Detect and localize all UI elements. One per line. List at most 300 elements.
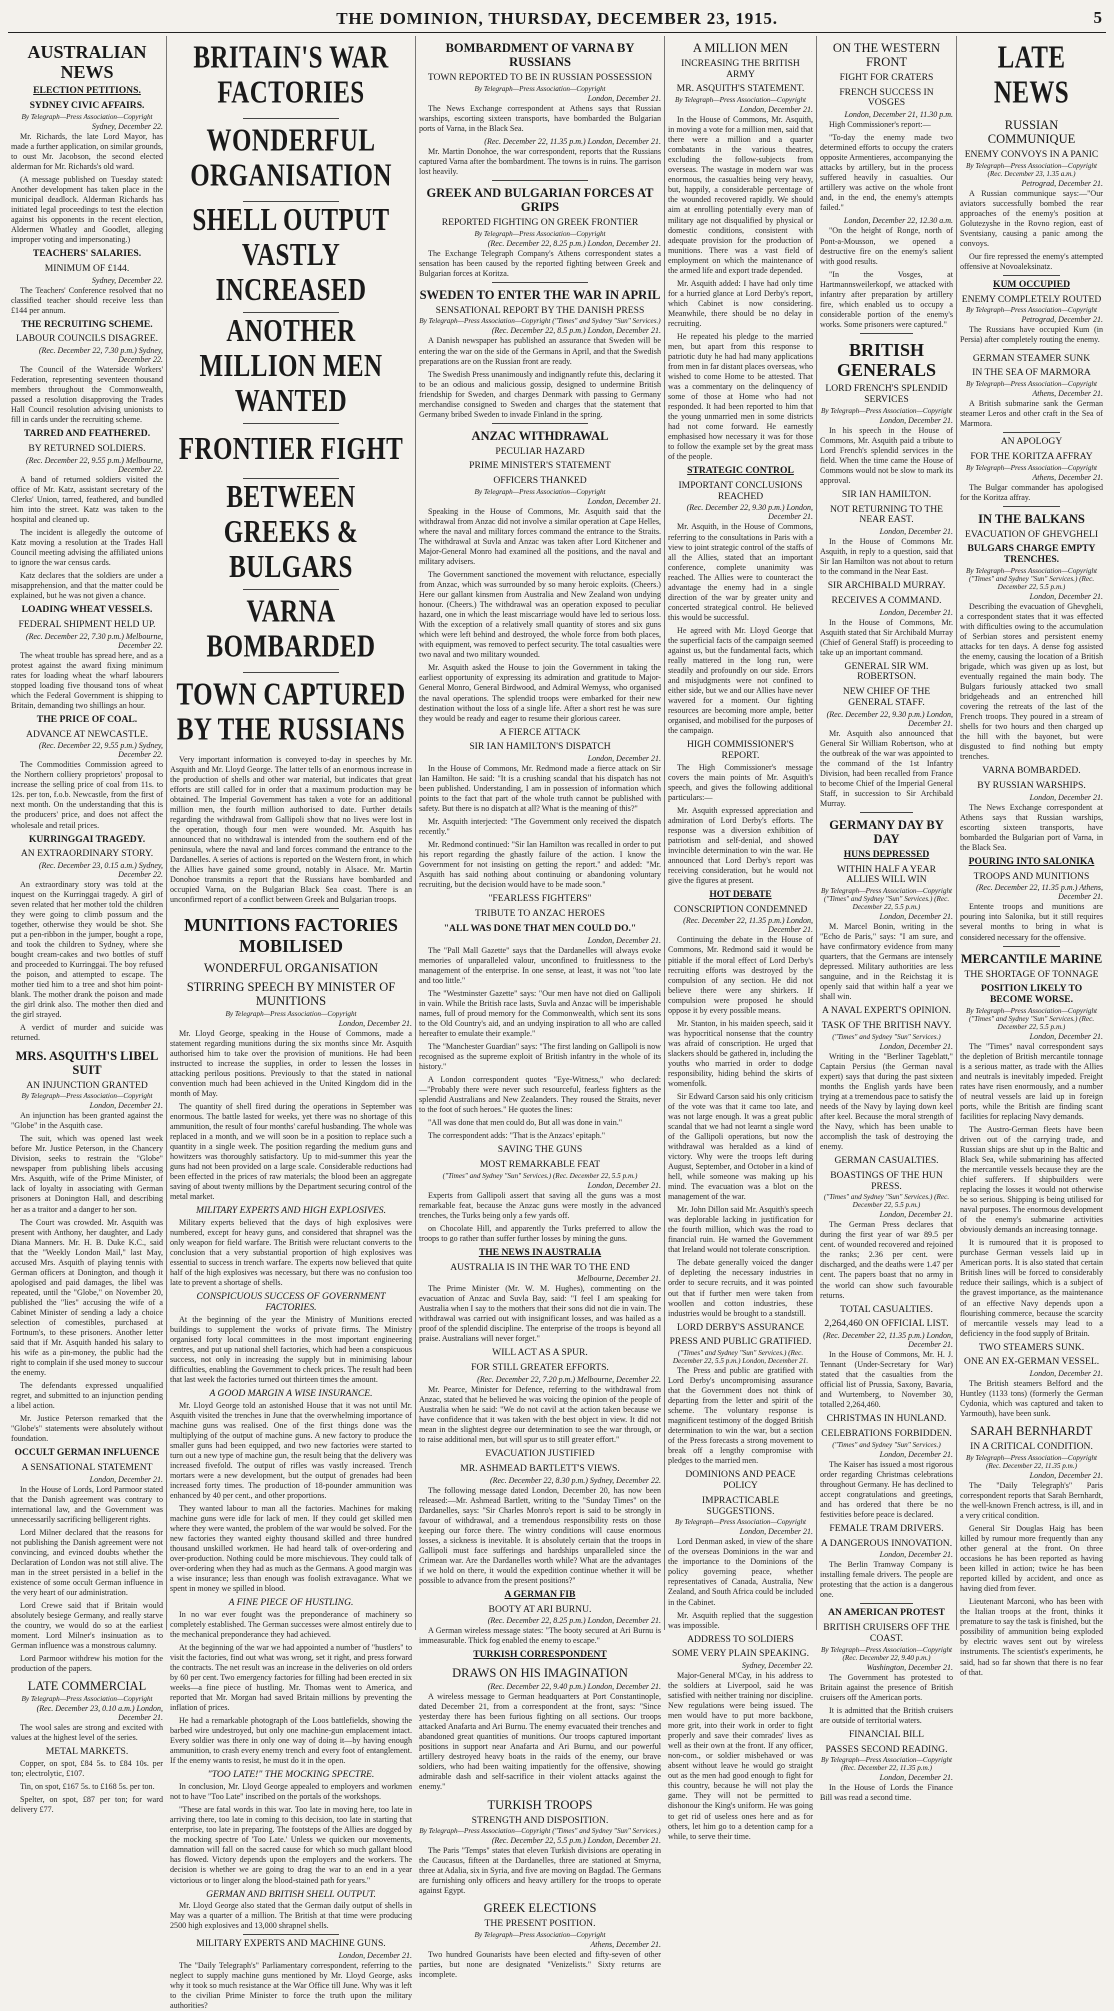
subheadline: TOWN REPORTED TO BE IN RUSSIAN POSSESSION [427,72,653,83]
dateline: London, December 21, 11.30 p.m. [844,110,953,120]
article-paragraph: Tin, on spot, £167 5s. to £168 5s. per ton. [20,1782,155,1792]
subheadline: FOR THE KORITZA AFFRAY [970,450,1093,462]
article-paragraph: Mr. Asquith, in the House of Commons, referring to the consultations in Paris with a view to joint strategic control of the staffs of all the Allies, stated that an important conference, complete unanimity was reached. The Allies were to counteract the advantage the enemy had in a single direction of the war by greater unity and concerted strategical control. He believed this would be successful. [668,522,813,622]
subheadline: KURRINGGAI TRAGEDY. [28,833,146,845]
dateline: Sydney, December 22. [91,121,163,131]
article-paragraph: The Bulgar commander has apologised for the Koritza affray. [960,482,1103,502]
subheadline: A SENSATIONAL STATEMENT [21,1461,153,1473]
article-paragraph: The Government has protested to Britain against the presence of British cruisers off the American ports. [820,1672,953,1702]
subheadline: PASSES SECOND READING. [825,1743,948,1755]
dateline: London, December 21. [879,1210,953,1220]
article-paragraph: The "Manchester Guardian" says: "The first landing on Gallipoli is now recognised as the supreme exploit of British infantry in the whole of its history." [419,1041,661,1071]
subheadline: THE PRICE OF COAL. [36,713,138,725]
subheadline: MRS. ASQUITH'S LIBEL SUIT [15,1048,159,1077]
dateline: Petrograd, December 21. [1021,315,1103,325]
article-paragraph: The British steamers Belford and the Huntley (1133 tons) (formerly the German Cydonia, which was captured and taken to Yarmouth), have been sunk. [960,1379,1103,1419]
subheadline: REPORTED FIGHTING ON GREEK FRONTIER [441,216,639,228]
subheadline: THE RECRUITING SCHEME. [21,318,153,330]
article-paragraph: The Russians have occupied Kum (in Persia) after completely routing the enemy. [960,325,1103,345]
dateline: London, December 21. [587,93,661,103]
subheadline: GERMAN STEAMER SUNK [972,352,1091,364]
subheadline: EVACUATION OF GHEVGHELI [964,528,1099,540]
article-paragraph: The Swedish Press unanimously and indignantly refute this, declaring it to be an odious and malicious gossip, designed to undermine British friendship for Sweden, and charges Denmark with passing to Germany merchandise consigned to Sweden and charges that the statement that Germany bribed Sweden to invade Finland in the spring. [419,369,661,419]
dateline: (Rec. December 22, 9.55 p.m.) Melbourne, December 22. [25,455,163,474]
subheadline: MERCANTILE MARINE [960,951,1103,966]
subheadline: RECEIVES A COMMAND. [831,594,942,606]
subheadline: "ALL WAS DONE THAT MEN COULD DO." [443,922,637,934]
subheadline: NOT RETURNING TO THE NEAR EAST. [829,503,944,526]
headline: BRITAIN'S WAR FACTORIES [193,41,389,110]
subheadline: INCREASING THE BRITISH ARMY [681,58,800,80]
dateline: London, December 21. [739,105,813,115]
article-paragraph: "To-day the enemy made two determined efforts to occupy the craters opposite Armentieres, accompanying the attacks by artillery, but in the process suffered heavily in casualties. Our artillery was active on the whole front and, in the end, the enemy's attempts failed." [820,133,953,213]
dateline: (Rec. December 22, 9.55 p.m.) Sydney, December 22. [38,741,163,760]
dateline: (Rec. December 22, 8.25 p.m.) London, December 21. [487,238,661,248]
article-paragraph: Major-General M'Cay, in his address to the soldiers at Liverpool, said he was satisfied with neither training nor discipline. New regulations were being issued. The men would have to put more backbone, more grit, into their work in order to fight properly and save their comrades' lives as well as their own at the front. If any officer, non-com., or soldier misbehaved or was absent without leave he would go straight out as the men had good enough to fight for this country, because he will not play the game. They will not be permitted to dishonour the King's uniform. He was going to get rid of useless ones here and as for others, let him go to a detention camp for a while, to serve their time. [668,1671,813,1841]
article-paragraph: The "Daily Telegraph's" Paris correspondent reports that Sarah Bernhardt, the well-known French actress, is ill, and in a very critical condition. [960,1480,1103,1521]
dateline: (Rec. December 22, 7.30 p.m.) Melbourne, December 22. [25,631,163,650]
article-paragraph: In the House of Commons, Mr. Asquith stated that Sir Archibald Murray (Chief of General Staff) is proceeding to take up an important command. [820,617,953,657]
dateline: London, December 21. [1029,1369,1103,1379]
divider [860,1603,913,1604]
article-paragraph: The defendants expressed unqualified regret, and submitted to an injunction pending a libel action. [11,1381,163,1411]
subheadline: SOME VERY PLAIN SPEAKING. [672,1648,809,1660]
article-paragraph: An extraordinary story was told at the inquest on the Kurringgai tragedy. A girl of seven related that her mother told the children they were going to climb possum and the together, otherwise they would be shot. She put a pen-ribbon in the jumper, bought a rope, and took the children to Sydney, where she bought cream-cakes and two bottles of stuff and proceeded to Kurringgai. The boy refused the poison, and attempted to escape. The mother tied him to a tree and shot him point-blank. The mother drank the poison and made the girl drink also. The mother then died and the girl strayed. [11,880,163,1020]
article-paragraph: Spelter, on spot, £87 per ton; for ward delivery £77. [11,1795,163,1815]
article-paragraph: Mr. Stanton, in his maiden speech, said it was hypocritical nonsense that the country was afraid of conscription. He urged that slackers should be gathered in, including the youths who married in order to dodge responsibility, hiding behind the skirts of womenfolk. [668,1018,813,1088]
subheadline: FRENCH SUCCESS IN VOSGES [839,86,934,109]
article-paragraph: General Sir Douglas Haig has been killed by rumour more frequently than any other general at the front. On three occasions he has been reported as having been killed in action; twice he has been reported killed by accident, and once as having died from fever. [960,1524,1103,1594]
subheadline: NEW CHIEF OF THE GENERAL STAFF. [842,686,931,708]
article-paragraph: The "Times" naval correspondent says the depletion of British mercantile tonnage is a serious matter, as trade with the Allies and neutrals is inevitably impeded. Freight rates have risen enormously, and a number of neutral vessels are laid up in foreign ports, while the British are finding scant facilities for replacing Navy demands. [960,1041,1103,1121]
dateline: London, December 21. [587,935,661,945]
dateline: Athens, December 21. [1032,472,1103,482]
subheadline: FEMALE TRAM DRIVERS. [829,1522,944,1534]
article-paragraph: Military experts believed that the days of high explosives were numbered, except for heavy guns, and considered that shrapnel was the only weapon for field warfare. The British were reluctant converts to the conclusion that a very substantial proportion of high explosives was essential to success in trench warfare. The experts now believed that quite half of the high explosives was necessary, but there was no confusion too late to prevent a shortage of shells. [170,1218,412,1288]
divider [492,282,589,283]
article-paragraph: In the House of Commons, Mr. H. J. Tennant (Under-Secretary for War) stated that the casualties from the official list of Prussia, Saxony, Bavaria, and Wurtemberg, to November 30, totalled 2,264,460. [820,1350,953,1410]
subheadline: SAVING THE GUNS [497,1144,583,1156]
subheadline: RUSSIAN COMMUNIQUE [987,118,1076,146]
divider [1003,506,1060,507]
article-paragraph: In the House of Commons, Mr. Asquith, in moving a vote for a million men, said that there were a million and a quarter combatants in the various theatres, excluding the follow-subjects from overseas. The wastage in modern war was enormous, the casualties being very heavy, but, happily, a considerable percentage of the wounded recovered rapidly. We should aim at enrolling potentially every man of military age not disqualified by physical or domestic conditions, consistent with adequate provision for the production of munitions. There was a vast field of employment on which the maintenance of the armed life and export trade depended. [668,115,813,275]
subheadline: A FIERCE ATTACK [499,726,581,738]
wire-credit: By Telegraph—Press Association—Copyright [474,1931,606,1940]
subheadline: THE PRESENT POSITION. [484,1918,596,1930]
subheadline: TOTAL CASUALTIES. [840,1303,933,1315]
subheadline: POURING INTO SALONIKA [968,855,1095,867]
wire-credit: ("Times" and Sydney "Sun" Services.) [832,1032,941,1041]
divider [243,908,340,909]
dateline: Sydney, December 22. [741,1661,813,1671]
dateline: (Rec. December 22, 8.25 p.m.) London, December 21. [487,1616,661,1626]
divider [243,312,340,313]
dateline: Melbourne, December 21. [577,1274,661,1284]
divider [1003,275,1060,276]
article-paragraph: Mr. Justice Peterson remarked that the "Globe's" statements were absolutely without foundation. [11,1414,163,1444]
subheadline: BRITISH CRUISERS OFF THE COAST. [823,1622,950,1644]
subheadline: STRENGTH AND DISPOSITION. [471,1814,609,1826]
article-paragraph: The suit, which was opened last week before Mr. Justice Peterson, in the Chancery Division, seeks to restrain the "Globe" newspaper from publishing libels accusing Mrs. Asquith, wife of the Prime Minister, of lack of loyalty in associating with German prisoners at Donington Hall, and describing her as a traitor and a danger to her son. [11,1134,163,1214]
subheadline: TWO STEAMERS SUNK. [978,1341,1085,1353]
article-paragraph: Sir Edward Carson said his only criticism of the vote was that it came too late, and was not large enough. It was a great public scandal that we had not learnt a single word of the Gallipoli operations, but now the withdrawal was heralded as a kind of victory. Why were the troops left during August, September, and October in a kind of hell, while someone was making up his mind. The evacuation was a blot on the management of the war. [668,1091,813,1202]
subheadline: HIGH COMMISSIONER'S REPORT. [686,739,794,761]
dateline: (Rec. December 22, 11.35 p.m.) London, December 21. [484,136,661,146]
article-paragraph: The Austro-German fleets have been driven out of the carrying trade, and Russian ships are shut up in the Baltic and Black Sea, while submarining has affected the mercantile vessels because they are the chief sufferers. If shipbuilders were replacing the losses it would not otherwise be so serious. Shipping is being utilised for naval purposes. The enormous development of the enemy's submarine activities obviously demands an increasing tonnage. [960,1124,1103,1235]
article-paragraph: The incident is allegedly the outcome of Katz moving a resolution at the Trades Hall Council meeting advising the affiliated unions to ignore the war census cards. [11,527,163,568]
subheadline: AN INJUNCTION GRANTED [26,1079,148,1091]
article-paragraph: Very important information is conveyed to-day in speeches by Mr. Asquith and Mr. Lloyd George. The latter tells of an enormous increase in the production of shells and other war material, but indicates that great efforts are still called for in order that a maximum production may be obtained. The Imperial Government has taken a vote for an additional million men, the fourth million authorised to date. Further details regarding the withdrawal from Gallipoli show that no lives were lost in the operation, though four men were wounded. Mr. Asquith has announced that no withdrawal is intended from the southern end of the peninsula, where the naval and land forces command the entrance to the Dardanelles. A series of actions is reported on the Western front, in which the Allies have gained some ground, notably in Alsace. Mr. Martin Donohoe transmits a report that the Russians have bombarded and occupied Varna, on the Bulgarian Black Sea coast. There is an unconfirmed report of a conflict between Greek and Bulgarian troops. [170,755,412,905]
subheadline: LORD FRENCH'S SPLENDID SERVICES [825,383,948,405]
article-paragraph: Speaking in the House of Commons, Mr. Asquith said that the withdrawal from Anzac did not involve a similar operation at Cape Helles, where the naval and military forces command the entrance to the Straits. The withdrawal at Suvla and Anzac was taken after Lord Kitchener and Major-General Monro had examined all the positions, and the naval and military advisers. [419,506,661,567]
article-paragraph: Writing in the "Berliner Tageblatt," Captain Persius (the German naval expert) says that during the past sixteen months the English yards have been trying at a tremendous pace to satisfy the needs of the Navy by laying down keel after keel. Because the moral strength of the Navy, which has been unable to accomplish the task of destroying the enemy. [820,1051,953,1152]
dateline: (Rec. December 23, 0.15 a.m.) Sydney, December 22. [38,861,163,879]
article-paragraph: At the beginning of the war we had appointed a number of "hustlers" to visit the factories, find out what was wrong, set it right, and press forward the contracts. The net result was an increase in the deliveries on old orders by 60 per cent. Two emergency factories for filling had been erected in six weeks—a fine piece of hustling. Mr. Thomas went to America, and reported that Mr. Morgan had saved Britain millions by preventing the inflation of prices. [170,1643,412,1713]
subheadline: BY RETURNED SOLDIERS. [28,443,146,455]
subheadline: HOT DEBATE [709,888,772,900]
headline: BETWEEN GREEKS & BULGARS [223,480,359,585]
wire-credit: ("Times" and Sydney "Sun" Services.) (Rec. December 22, 5.5 p.m.) [442,1171,638,1180]
dateline: London, December 21. [1029,1470,1103,1480]
wire-credit: By Telegraph—Press Association—Copyright ("Times" and Sydney "Sun" Services.) (Rec. December 22, 5.5 p.m.) [965,1006,1098,1031]
dateline: London, December 21. [879,607,953,617]
dateline: (Rec. December 22, 11.35 p.m.) Athens, December 21. [976,883,1103,902]
article-paragraph: The Court was crowded. Mr. Asquith was present with Anthony, her daughter, and Lady Diana Manners. Mr. H. B. Duke K.C., said that the "Weekly London Mail," last May, accused Mrs. Asquith of playing tennis with German officers at Donington, and though it apologised and paid damages, the libel was repeated, until the "Globe," on November 20, published the "lies" accusing the wife of a Cabinet Minister of sending a lady a choice selection of comestibles, purchased at Fortnum's, to these prisoners. Another letter said that if Mr. Asquith handed his salary to his wife as a pin-money, the public had the right to complain if she used money to succour the enemy. [11,1217,163,1378]
article-paragraph: Lord Denman asked, in view of the share of the overseas Dominions in the war and the importance to the Dominions of the policy governing peace, whether representatives of Canada, Australia, New Zealand, and South Africa could be included in the Cabinet. [668,1537,813,1607]
divider [243,589,340,590]
wire-credit: By Telegraph—Press Association—Copyright [820,406,953,415]
subheadline: A NAVAL EXPERT'S OPINION. [822,1005,951,1017]
subheadline: SIR IAN HAMILTON. [841,488,932,500]
article-paragraph: The Exchange Telegraph Company's Athens correspondent states a sensation has been caused by the reported fighting between Greek and Bulgarian forces at Koritza. [419,248,661,278]
subheadline: EVACUATION JUSTIFIED [485,1448,595,1460]
divider [860,333,913,334]
subheadline: GREEK ELECTIONS [483,1901,597,1916]
article-paragraph: The News Exchange correspondent at Athens says that Russian warships, escorting sixteen transports, have bombarded the Bulgarian ports of Varna, in the Black Sea. [419,103,661,133]
subheadline: GERMANY DAY BY DAY [829,817,944,846]
dateline: London, December 21. [338,1018,412,1028]
divider [243,1934,340,1935]
divider [492,423,589,424]
wire-credit: By Telegraph—Press Association—Copyright [674,96,807,105]
section-subhead: GERMAN AND BRITISH SHELL OUTPUT. [206,1888,376,1900]
subheadline: A DANGEROUS INNOVATION. [820,1537,953,1549]
subheadline: BY RUSSIAN WARSHIPS. [977,780,1086,792]
dateline: London, December 21. [1029,1031,1103,1041]
article-paragraph: The wheat trouble has spread here, and as a protest against the award fixing minimum rates for loading wheat the wharf labourers stopped loading five thousand tons of wheat which the Federal Government is shipping to Britain, demanding two shillings an hour. [11,650,163,710]
subheadline: PRIME MINISTER'S STATEMENT [469,460,611,472]
subheadline: LABOUR COUNCILS DISAGREE. [15,333,159,345]
headline: WONDERFUL ORGANISATION [190,124,392,193]
article-paragraph: The wool sales are strong and excited with values at the highest level of the series. [11,1723,163,1743]
article-paragraph: A Russian communique says:—"Our aviators successfully bombed the rear approaches of the enemy's position at Golutezyshe in the Rovno region, east of Sventsiany, causing a panic among the convoys. [960,188,1103,248]
article-paragraph: Mr. Pearce, Minister for Defence, referring to the withdrawal from Anzac, stated that he believed he was voicing the opinion of the people of Australia when he said: "We do not cavil at the action taken because we have confidence that it was taken with the best object in view. It did not mean in the slightest degree our determination to see the war through, or to raise additional men, but will spur us to still greater effort." [419,1384,661,1445]
wire-credit: By Telegraph—Press Association—Copyright [21,112,153,121]
dateline: (Rec. December 22, 11.35 p.m.) London, December 21. [683,916,813,935]
dateline: London, December 21. [587,496,661,506]
article-paragraph: The following message dated London, December 20, has now been released:—Mr. Ashmead Bartlett, writing to the "Sunday Times" on the Dardanelles, says: "Sir Charles Monro's report is said to be strongly in favour of withdrawal, and a tremendous responsibility rests on those keeping our force there. The wintry conditions will cause enormous losses, a sickness is inevitable. It is absolutely certain that the troops in Gallipoli must face sufferings and hardships unparalleled since the Crimean war. Are the Dardanelles worth while? What are the advantages if we hold on there, it would the expedition continue whether it will be possible to advance from the present positions?" [419,1485,661,1585]
dateline: London, December 21. [89,1101,163,1111]
subheadline: ENEMY CONVOYS IN A PANIC [964,149,1099,160]
subheadline: KUM OCCUPIED [992,278,1070,290]
headline: SHELL OUTPUT VASTLY INCREASED [192,203,390,308]
wire-credit: By Telegraph—Press Association—Copyright ("Times" and Sydney "Sun" Services.) (Rec. December 22, 5.5 p.m.) [965,566,1098,591]
wire-credit: By Telegraph—Press Association—Copyright [474,487,606,496]
article-paragraph: Our fire repressed the enemy's attempted offensive at Novoaleksinatz. [960,251,1103,271]
dateline: (Rec. December 22, 7.20 p.m.) Melbourne, December 22. [477,1374,661,1384]
dateline: London, December 21. [879,1550,953,1560]
subheadline: FIGHT FOR CRATERS [839,72,934,83]
masthead-title: THE DOMINION, THURSDAY, DECEMBER 23, 1915. [336,9,778,28]
wire-credit: ("Times" and Sydney "Sun" Services.) (Rec. December 22, 5.5 p.m.) London, December 21. [672,1349,809,1366]
dateline: London, December 21. [89,1474,163,1484]
wire-credit: By Telegraph—Press Association—Copyright (Rec. December 23, 1.35 a.m.) [965,161,1098,178]
wire-credit: By Telegraph—Press Association—Copyright (Rec. December 22, 11.35 p.m.) [820,1756,953,1773]
subheadline: ENEMY COMPLETELY ROUTED [961,293,1102,305]
subheadline: TURKISH TROOPS [487,1797,593,1812]
article-paragraph: The Prime Minister (Mr. W. M. Hughes), commenting on the evacuation of Anzac and Suvla Bay, said: "I feel I am speaking for Australia when I say to the mothers that their sons did not die in vain. The withdrawal was carried out with insignificant losses, and was hailed as a proof of the splendid discipline. The enterprise of the troops is beyond all praise. Australians will never forget." [419,1284,661,1344]
article-paragraph: A German wireless message states: "The booty secured at Ari Burnu is immeasurable. Thick fog enabled the enemy to escape." [419,1626,661,1646]
section-subhead: "TOO LATE!" THE MOCKING SPECTRE. [207,1769,375,1781]
wire-credit: By Telegraph—Press Association—Copyright [21,1092,153,1101]
subheadline: "FEARLESS FIGHTERS" [488,893,592,905]
wire-credit: By Telegraph—Press Association—Copyright [965,306,1098,315]
subheadline: A GERMAN FIB [504,1588,576,1600]
article-paragraph: "These are fatal words in this war. Too late in moving here, too late in arriving there, too late in coming to this decision, too late in starting that enterprise, too late in preparing. The footsteps of the Allies are dogged by the mocking spectre of 'Too Late.' Unless we quicken our movements, damnation will fall on the sacred cause for which so much gallant blood has flowed. Victory depends upon the employers and the workers. The decision is whether we are going to drag the war to an end in a year victorious or to linger along the blood-stained path for years." [170,1805,412,1885]
article-paragraph: It is admitted that the British cruisers are outside of territorial waters. [820,1705,953,1725]
article-paragraph: Mr. Lloyd George, speaking in the House of Commons, made a statement regarding munitions during the six months since Mr. Asquith authorised him to take over the provision of munitions. He had been instructed to increase the supplies, in order to lessen the losses in attacking perilous positions. Previously to that the stated in national convention much had been achieved in the United Kingdom did in the month of May. [170,1028,412,1098]
headline: BRITISH GENERALS [836,339,937,380]
subheadline: WILL ACT AS A SPUR. [492,1347,588,1359]
dateline: (Rec. December 23, 0.10 a.m.) London, December 21. [36,1704,163,1723]
subheadline: SWEDEN TO ENTER THE WAR IN APRIL [419,287,661,302]
subheadline: TRIBUTE TO ANZAC HEROES [475,908,605,920]
dateline: London, December 21. [338,1951,412,1961]
subheadline: AN AMERICAN PROTEST [828,1607,945,1619]
subheadline: MOST REMARKABLE FEAT [479,1158,601,1170]
subheadline: LOADING WHEAT VESSELS. [21,604,153,616]
subheadline: CONSCRIPTION CONDEMNED [673,903,808,915]
divider [492,180,589,181]
subheadline: POSITION LIKELY TO BECOME WORSE. [980,983,1083,1005]
subheadline: ON THE WESTERN FRONT [832,41,941,69]
article-paragraph: Continuing the debate in the House of Commons, Mr. Redmond said it would be pitiable if the moral effect of Lord Derby's recruiting efforts was destroyed by the compulsion of any section. He did not believe there were any shirkers. If compulsion were proposed he should oppose it by every possible means. [668,935,813,1015]
wire-credit: By Telegraph—Press Association—Copyright [474,84,606,93]
article-paragraph: In his speech in the House of Commons, Mr. Asquith paid a tribute to Lord French's splendid services in the field. When the time came the House of Commons would not be slow to mark its approval. [820,425,953,485]
subheadline: THE NEWS IN AUSTRALIA [478,1246,602,1258]
subheadline: AN APOLOGY [1000,436,1063,448]
dateline: London, December 22, 12.30 a.m. [843,216,953,226]
subheadline: A MILLION MEN [692,41,789,55]
dateline: Athens, December 21. [1032,388,1103,398]
article-paragraph: Mr. Asquith replied that the suggestion was impossible. [668,1610,813,1630]
dateline: (Rec. December 22, 9.30 p.m.) London, December 21. [826,709,953,728]
subheadline: OFFICERS THANKED [493,475,587,487]
subheadline: VARNA BOMBARDED. [982,765,1081,777]
article-paragraph: He repeated his pledge to the married men, but apart from this response to patriotic duty he had had many applications from men in far distant places overseas, who wished to come Home to be attested. That was a commentary on the delinquency of some of those at Home who had not responded. It had been reported to him that the young unmarried men in some districts had not come forward. He earnestly emphasised how necessary it was for those to follow the example set by the great mass of the people. [668,331,813,462]
masthead [8,6,1106,33]
article-paragraph: A London correspondent quotes "Eye-Witness," who declared:—"Probably there were never such resourceful, fearless fighters as the splendid Australians and New Zealanders. They roused the Straits, never to the foot of such heroes." He quotes the lines: [419,1075,661,1115]
subheadline: METAL MARKETS. [45,1746,129,1758]
subheadline: FINANCIAL BILL [848,1728,925,1740]
article-paragraph: Mr. Asquith added: I have had only time for a hurried glance at Lord Derby's report, which Cabinet is now considering. Meanwhile, there should be no delay in recruiting. [668,278,813,328]
subheadline: MR. ASQUITH'S STATEMENT. [676,83,805,95]
article-paragraph: Mr. Richards, the late Lord Mayor, has made a further application, on similar grounds, to oust Mr. Jacobson, the second elected alderman for Mr. Richards's old ward. [11,131,163,171]
subheadline: TURKISH CORRESPONDENT [473,1649,607,1661]
dateline: London, December 21. [879,912,953,922]
headline: LATE NEWS [993,41,1070,110]
column-6 [956,36,1106,1677]
subheadline: WONDERFUL ORGANISATION [203,960,379,975]
article-paragraph: Katz declares that the soldiers are under a misapprehension, and that the matter could be explained, but he was not given a chance. [11,571,163,601]
subheadline: FEDERAL SHIPMENT HELD UP. [18,618,156,630]
divider [1003,432,1060,433]
dateline: Sydney, December 22. [91,275,163,285]
subheadline: SARAH BERNHARDT [970,1424,1093,1439]
article-paragraph: In no war ever fought was the preponderance of machinery so completely established. The German successes were almost entirely due to the mechanical preponderance they had achieved. [170,1610,412,1640]
article-paragraph: Mr. John Dillon said Mr. Asquith's speech was deplorable lacking in justification for the fourth million, which was the road to financial ruin. He warned the Government that Ireland would not tolerate conscription. [668,1205,813,1255]
newspaper-page [8,6,1106,2011]
article-paragraph: "On the height of Ronge, north of Pont-a-Mousson, we opened a destructive fire on the enemy's salient with good results. [820,226,953,266]
subheadline: PECULIAR HAZARD [495,445,585,457]
subheadline: SYDNEY CIVIC AFFAIRS. [29,100,145,112]
article-paragraph: He had a remarkable photograph of the Loos battlefields, showing the barbed wire undestroyed, but only one machine-gun emplacement intact. Every soldier was there in only one way of doing it—by having enough ammunition, to crash every enemy trench and every foot of entanglement. If the enemy wants to resist, he must do it in the open. [170,1716,412,1766]
article-paragraph: In the House of Lords, Lord Parmoor stated that the Danish agreement was contrary to international law, and the Government was unnecessarily sacrificing belligerent rights. [11,1484,163,1524]
headline: TOWN CAPTURED BY THE RUSSIANS [176,678,406,747]
article-paragraph: The Kaiser has issued a most rigorous order regarding Christmas celebrations throughout Germany. He has declined to accept congratulations and greetings, and has ordered that there be no festivities before peace is declared. [820,1459,953,1519]
article-paragraph: "In the Vosges, at Hartmannsweilerkopf, we attacked with infantry after preparation by artillery fire, which enabled us to occupy a considerable portion of the enemy's works. Some prisoners were captured." [820,269,953,329]
subheadline: PRESS AND PUBLIC GRATIFIED. [669,1336,812,1348]
article-paragraph: The Council of the Waterside Workers' Federation, representing seventeen thousand members throughout the Commonwealth, passed a resolution disapproving the Trades Hall Council resolution advising unionists to fill in cards under the recruiting scheme. [11,365,163,425]
article-paragraph: Mr. Martin Donohoe, the war correspondent, reports that the Russians captured Varna after the bombardment. The towns is in ruins. The garrison lost heavily. [419,146,661,176]
article-paragraph: The correspondent adds: "That is the Anzacs' epitaph." [428,1131,606,1141]
wire-credit: By Telegraph—Press Association—Copyright ("Times" and Sydney "Sun" Services.) [419,317,661,326]
subheadline: GREEK AND BULGARIAN FORCES AT GRIPS [426,185,654,214]
article-paragraph: Mr. Redmond continued: "Sir Ian Hamilton was recalled in order to put his report regarding the ghastly failure of the action. I know the Government for not insisting on getting the report." and added: "Mr. Asquith has said nothing about continuing or abandoning voluntary recruiting, but the decision would have to be made soon." [419,840,661,890]
subheadline: TASK OF THE BRITISH NAVY. [821,1020,952,1032]
divider [243,478,340,479]
article-paragraph: (A message published on Tuesday stated: Another development has taken place in the municipal deadlock. Alderman Richards has initiated legal proceedings to test the election against his opponents in the recent election, Aldermen Whatley and Goodlet, alleging improper voting and impersonating.) [11,174,163,245]
article-paragraph: Describing the evacuation of Ghevgheli, a correspondent states that it was effected with difficulties owing to the accumulation of Serbian stores and persistent enemy attacks for ten days. A dense fog assisted the enemy, causing the location of a British brigade, which was given up as lost, but eventually regained the main body. The Bulgars furiously attacked two small bridgeheads and an entrenched hill covering the retreats of the last of the French troops. They poured in a stream of shells for two hours and then charged up the hill with the bayonet, but were disgusted to find nothing but empty trenches. [960,601,1103,762]
article-paragraph: A band of returned soldiers visited the office of Mr. Katz, assistant secretary of the Clerks' Union, tarred, feathered, and bundled him into the street. Katz was taken to the hospital and cleaned up. [11,474,163,524]
article-paragraph: In the House of Lords the Finance Bill was read a second time. [820,1783,953,1803]
section-subhead: A FINE PIECE OF HUSTLING. [228,1597,354,1609]
article-paragraph: He agreed with Mr. Lloyd George that the superficial facts of the campaign seemed against us, but the fundamental facts, which really mattered in the long run, were steadily and profoundly on our side. Errors and misjudgments were not confined to either side, but we and our Allies have never wavered for a moment. Our fighting resources are becoming more ample, better organised, and mobilised for the purposes of the campaign. [668,625,813,736]
dateline: London, December 21. [879,415,953,425]
subheadline: IN A CRITICAL CONDITION. [970,1441,1093,1453]
dateline: Athens, December 21. [590,1940,661,1950]
article-paragraph: A British submarine sank the German steamer Leros and other craft in the Sea of Marmora. [960,398,1103,429]
subheadline: CELEBRATIONS FORBIDDEN. [821,1427,952,1439]
section-subhead: A GOOD MARGIN A WISE INSURANCE. [209,1387,373,1399]
article-paragraph: Mr. Asquith interjected: "The Government only received the dispatch recently." [419,817,661,837]
article-paragraph: The "Pall Mall Gazette" says that the Dardanelles will always evoke memories of unparalleled valour, unconfined to fruitlessness to the management of the enterprise. In one sense, at least, it was not "too late and too little." [419,945,661,985]
subheadline: BULGARS CHARGE EMPTY TRENCHES. [967,543,1096,566]
article-paragraph: "All was done that men could do, But all was done in vain." [428,1118,623,1128]
subheadline: BOASTINGS OF THE HUN PRESS. [830,1169,943,1192]
article-paragraph: Mr. Asquith also announced that General Sir William Robertson, who at the outbreak of the war was appointed to the command of the 1st Infantry Division, had been recalled from France to become Chief of the Imperial General Staff, in succession to Sir Archibald Murray. [820,728,953,808]
subheadline: STRATEGIC CONTROL [687,465,794,477]
wire-credit: ("Times" and Sydney "Sun" Services.) [832,1440,941,1449]
article-paragraph: High Commissioner's report:— [829,120,931,130]
dateline: Washington, December 21. [866,1662,953,1672]
subheadline: BOMBARDMENT OF VARNA BY RUSSIANS [445,41,635,69]
section-subhead: MILITARY EXPERTS AND HIGH EXPLOSIVES. [196,1205,386,1217]
subheadline: MR. ASHMEAD BARTLETT'S VIEWS. [460,1462,620,1474]
article-paragraph: Experts from Gallipoli assert that saving all the guns was a most remarkable feat, because the Anzac guns were mostly in the advanced trenches, the Turks being only a few yards off. [419,1190,661,1220]
article-paragraph: Entente troops and munitions are pouring into Salonika, but it still requires several months to bring in what is considered necessary for the offensive. [960,902,1103,942]
dateline: Petrograd, December 21. [1021,178,1103,188]
subheadline: DRAWS ON HIS IMAGINATION [452,1666,628,1681]
article-paragraph: on Chocolate Hill, and apparently the Turks preferred to allow the troops to go rather than suffer further losses by mining the guns. [419,1223,661,1243]
article-paragraph: An injunction has been granted against the "Globe" in the Asquith case. [11,1111,163,1131]
subheadline: AN EXTRAORDINARY STORY. [20,848,154,860]
article-paragraph: The quantity of shell fired during the operations in September was enormous. The battle lasted for weeks, yet there was no shortage of this ammunition, the result of four months' careful husbanding. The whole was replaced in a month, and we will soon be in a position to replace such a quantity in a single week. The position regarding the medium guns and howitzers was thoroughly satisfactory. Up to mid-summer this year the guns had not been provided on a large scale. Considerable reductions had been effected in the prices of raw materials; the blood been an aggregate saving of about twenty millions by the Department securing control of the metal market. [170,1102,412,1202]
article-paragraph: The "Westminster Gazette" says: "Our men have not died on Gallipoli in vain. While the British race lasts, Suvla and Anzac will be imperishable names, full of proud memory for the Commonwealth, which sent its sons to the Old Country's aid, and an undying inspiration to all who are called hereafter to emulate their example." [419,988,661,1038]
article-paragraph: The Government sanctioned the movement with reluctance, especially from Anzac, which was surrounded by so many heroic exploits. (Cheers.) Here our gallant kinsmen from Australia and New Zealand won undying honour. (Cheers.) The withdrawal was an operation exposed to peculiar hazard, one in which the least miscarriage would have led to serious loss. With the exception of a relatively small quantity of stores and six guns which were left behind and destroyed, the whole force from both places, with equipment, was removed to perfect security. The total casualties were two naval and two military wounded. [419,570,661,660]
subheadline: STIRRING SPEECH BY MINISTER OF MUNITIONS [186,979,396,1008]
article-paragraph: The High Commissioner's message covers the main points of Mr. Asquith's speech, and gives the following additional particulars:— [668,762,813,802]
dateline: London, December 21. [1029,792,1103,802]
subheadline: IMPRACTICABLE SUGGESTIONS. [701,1494,780,1517]
article-paragraph: The Press and public are gratified with Lord Derby's uncompromising assurance that the Government does not think of departing from the letter and spirit of the scheme. The voluntary response is magnificent testimony of the dogged British determination to win the war, but a section of the Press forecasts a strong movement to break off a lengthy compromise with pledges to the married men. [668,1366,813,1466]
subheadline: SIR IAN HAMILTON'S DISPATCH [469,741,611,753]
dateline: (Rec. December 22, 7.30 p.m.) Sydney, December 22. [38,346,163,365]
dateline: London, December 21. [587,754,661,764]
subheadline: FOR STILL GREATER EFFORTS. [471,1362,609,1374]
article-paragraph: A Danish newspaper has published an assurance that Sweden will be entering the war on the side of the Germans in April, and that the Swedish preparations are on the Russian front are ready. [419,336,661,366]
divider [243,672,340,673]
article-paragraph: In conclusion, Mr. Lloyd George appealed to employers and workmen not to have "Too Late" inscribed on the portals of the workshops. [170,1782,412,1802]
article-paragraph: Lord Milner declared that the reasons for not publishing the Danish agreement were not convincing, and evinced doubts whether the Declaration of London was not still alive. The man in the street persisted in a belief in the existence of some occult German influence in the very heart of our administration. [11,1527,163,1598]
headline: FRONTIER FIGHT [178,432,404,467]
divider [1003,349,1060,350]
article-paragraph: The Teachers' Conference resolved that no classified teacher should receive less than £144 per annum. [11,285,163,315]
subheadline: IN THE SEA OF MARMORA [972,367,1091,379]
article-paragraph: In the House of Commons, Mr. Redmond made a fierce attack on Sir Ian Hamilton. He said: "It is a crushing scandal that his dispatch has not been published. Understanding, I am in possession of information which points to the fact that part of the whole truth cannot be published with safety. But there is no dispatch at all? What is the meaning of this?" [419,764,661,814]
subheadline: SENSATIONAL REPORT BY THE DANISH PRESS [435,304,645,316]
dateline: London, December 21. [879,1041,953,1051]
article-paragraph: The Paris "Temps" states that eleven Turkish divisions are operating in the Caucasus, fifteen at the Dardanelles, three are stationed at Smyrna, three at Adalia, six in Syria, and five are moving on Bagdad. The Germans are furnishing only officers and heavy artillery for the troops to operate against Egypt. [419,1846,661,1896]
subheadline: ANZAC WITHDRAWAL [471,428,609,443]
article-paragraph: M. Marcel Bonin, writing in the "Echo de Paris," says: "I am sure, and have confirmatory evidence from many quarters, that the Germans are intensely depressed. Military authorities are less sanguine, and in the Reichstag it is openly said that within half a year we shall win. [820,922,953,1002]
subheadline: TROOPS AND MUNITIONS [973,870,1090,882]
subheadline: MINIMUM OF £144. [44,262,130,274]
column-1 [8,36,166,1815]
subheadline: TEACHERS' SALARIES. [32,248,142,260]
wire-credit: By Telegraph—Press Association—Copyright (Rec. December 22, 11.35 p.m.) [965,1453,1098,1470]
article-paragraph: The News Exchange correspondent at Athens says that Russian warships, escorting sixteen transports, have bombarded the Bulgarian port of Varna, in the Black Sea. [960,802,1103,852]
wire-credit: By Telegraph—Press Association—Copyright ("Times" and Sydney "Sun" Services.) (Rec. December 22, 5.5 p.m.) [820,887,953,912]
subheadline: LORD DERBY'S ASSURANCE [676,1321,804,1333]
article-paragraph: Mr. Lloyd George also stated that the German daily output of shells in May was a quarter of a million. The British at that time were producing 2500 high explosives and 13,000 shrapnel shells. [170,1901,412,1931]
subheadline: DOMINIONS AND PEACE POLICY [685,1469,796,1492]
article-paragraph: Two hundred Gounarists have been elected and fifty-seven of other parties, but none are designated "Venizelists." Sixty returns are incomplete. [419,1950,661,1980]
article-paragraph: Copper, on spot, £84 5s. to £84 10s. per ton; electrolytic, £107. [11,1759,163,1779]
subheadline: IN THE BALKANS [978,511,1085,526]
divider [860,812,913,813]
subheadline: OCCULT GERMAN INFLUENCE [14,1447,160,1459]
divider [243,423,340,424]
dateline: London, December 21. [879,1773,953,1783]
article-paragraph: The German Press declares that during the first year of war 89.5 per cent. of wounded recovered and rejoined the ranks; 2.36 per cent. were discharged, and the deaths were 1.47 per cent. The papers boast that no army in the world can show such favourable returns. [820,1220,953,1300]
subheadline: IMPORTANT CONCLUSIONS REACHED [678,480,803,502]
subheadline: TARRED AND FEATHERED. [23,428,151,440]
article-paragraph: Mr. Asquith expressed appreciation and admiration of Lord Derby's efforts. The response was a diversion exhibition of patriotism and self-denial, and showed invincible determination to win the war. He announced that Lord Derby's report was receiving consideration, but he would not give the figures at present. [668,805,813,885]
subheadline: LATE COMMERCIAL [27,1679,147,1694]
article-paragraph: Lord Parmoor withdrew his motion for the production of the papers. [11,1654,163,1674]
headline: VARNA BOMBARDED [206,595,376,664]
